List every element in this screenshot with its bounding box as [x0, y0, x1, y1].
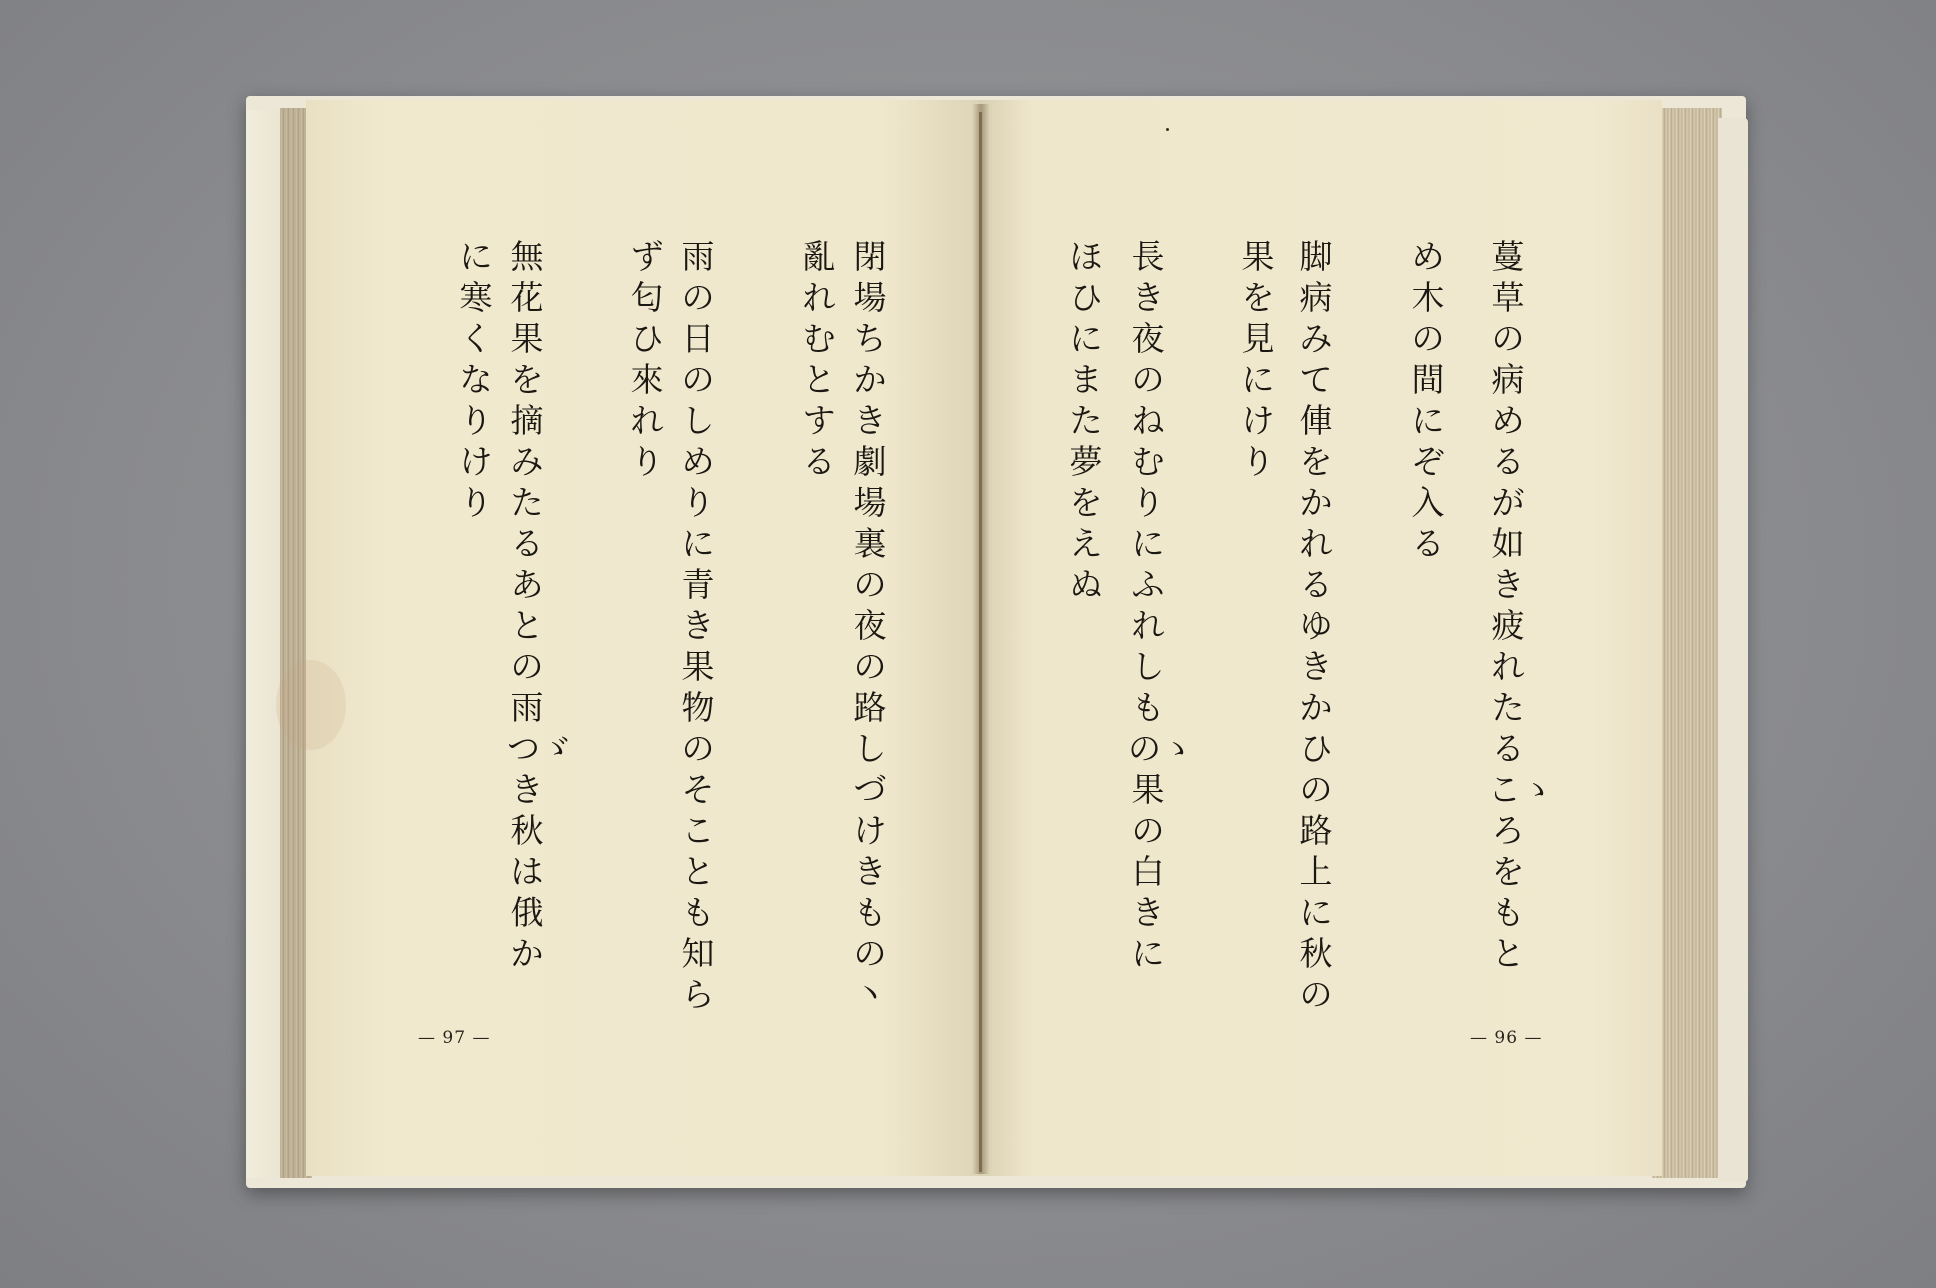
cover-edge-right [1718, 118, 1748, 1182]
gutter-line [979, 112, 982, 1172]
right-column-1: 蔓草の病めるが如き疲れたるこゝろをもと [1488, 237, 1554, 973]
left-column-4: ず匂ひ來れり [630, 237, 664, 481]
left-column-6: に寒くなりけり [459, 237, 493, 522]
right-column-3: 脚病みて俥をかれるゆきかひの路上に秋の [1299, 237, 1333, 1014]
left-column-2: 亂れむとする [802, 237, 836, 481]
left-column-3: 雨の日のしめりに青き果物のそことも知ら [681, 237, 715, 1014]
page-stack-right [1652, 108, 1722, 1178]
right-column-2: め木の間にぞ入る [1411, 237, 1445, 563]
left-column-1: 閉場ちかき劇場裏の夜の路しづけきもの丶 [853, 237, 887, 1014]
right-page-number: — 96 — [1470, 1028, 1543, 1048]
right-column-4: 果を見にけり [1241, 237, 1275, 481]
right-column-5: 長き夜のねむりにふれしものゝ果の白きに [1128, 237, 1194, 973]
paper-stain [276, 660, 346, 750]
left-column-5: 無花果を摘みたるあとの雨つゞき秋は俄か [507, 237, 573, 973]
left-page-number: — 97 — [418, 1028, 491, 1048]
right-column-6: ほひにまた夢をえぬ [1069, 237, 1103, 604]
print-speck [1166, 128, 1169, 131]
